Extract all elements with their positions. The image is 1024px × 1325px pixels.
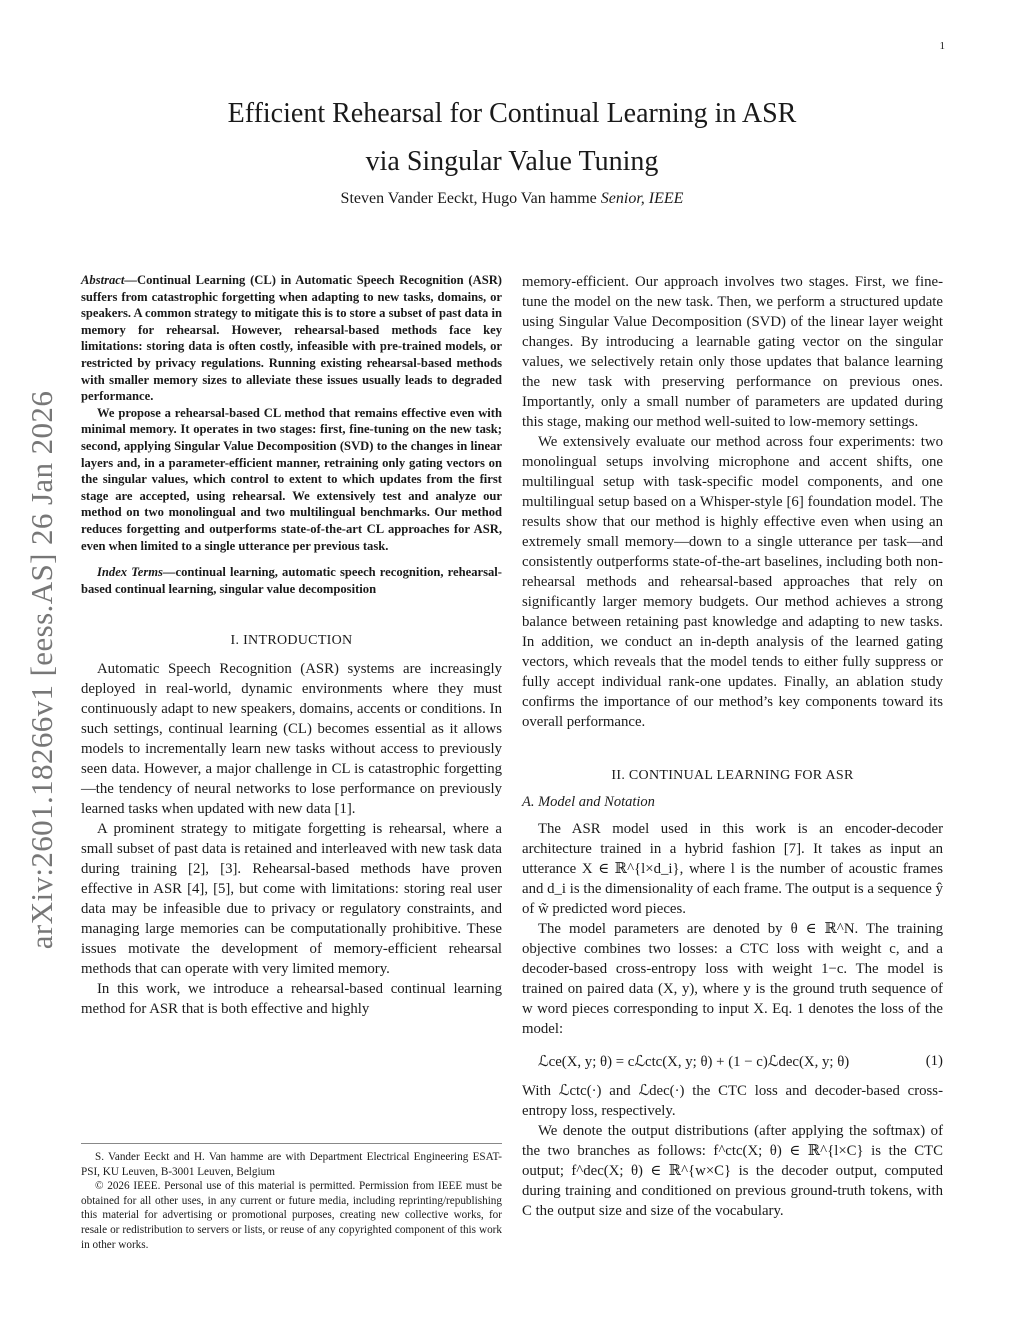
title-line-2: via Singular Value Tuning [365, 146, 659, 177]
intro-paragraph-2: A prominent strategy to mitigate forgetting is rehearsal, where a small subset of past data is retained and interleaved with new task data during training [2], [3]. Rehearsal-based methods have proven effective in ASR [4], [5], but come with limitations: storing real user data may be infeasible due to privacy or regulatory constraints, and managing large memories can be computationally prohibitive. These issues motivate the development of memory-efficient rehearsal methods that can operate with very limited memory. [81, 821, 502, 978]
equation-body: ℒce(X, y; θ) = cℒctc(X, y; θ) + (1 − c)ℒdec(X, y; θ) [538, 1054, 850, 1070]
page-number: 1 [939, 40, 945, 52]
intro-paragraph-3: In this work, we introduce a rehearsal-based continual learning method for ASR that is both effective and highly [81, 981, 502, 1018]
abstract-lead: Abstract— [81, 273, 137, 287]
index-terms-text: continual learning, automatic speech recognition, rehearsal-based continual learning, singular value decomposition [81, 565, 502, 596]
abstract-paragraph-2: We propose a rehearsal-based CL method that remains effective even with minimal memory. It operates in two stages: first, fine-tuning on the new task; second, applying Singular Value Decomposition (SVD) to the changes in linear layers and, in a parameter-efficient manner, retraining only gating vectors on the singular values, which control to extent to which updates from the first stage are accepted, using rehearsal. We extensively test and analyze our method on two monolingual and two multilingual benchmarks. Our method reduces forgetting and outperforms state-of-the-art CL approaches for ASR, even when limited to a single utterance per previous task. [81, 405, 502, 553]
arxiv-id: arXiv:2601.18266v1 [eess.AS] 26 Jan 2026 [24, 390, 59, 950]
equation-1 [538, 1053, 943, 1071]
subsection-heading-model: A. Model and Notation [522, 794, 655, 810]
author-names: Steven Vander Eeckt, Hugo Van hamme [340, 190, 597, 207]
abstract-paragraph-1: Continual Learning (CL) in Automatic Speech Recognition (ASR) suffers from catastrophic forgetting when adapting to new tasks, domains, or speakers. A common strategy to mitigate this is to store a subset of past data in memory for rehearsal. However, rehearsal-based methods face key limitations: storing data is often costly, infeasible with pre-trained models, or restricted by privacy regulations. Running existing rehearsal-based methods with smaller memory sizes to alleviate these issues usually leads to degraded performance. [81, 273, 502, 404]
footnote-copyright: © 2026 IEEE. Personal use of this material is permitted. Permission from IEEE must be obtained for all other uses, in any current or future media, including reprinting/republishing this material for advertising or promotional purposes, creating new collective works, for resale or redistribution to servers or lists, or reuse of any copyrighted component of this work in other works. [81, 1180, 502, 1251]
abstract [81, 272, 502, 554]
equation-number: (1) [925, 1053, 943, 1069]
model-paragraph-3: With ℒctc(·) and ℒdec(·) the CTC loss and decoder-based cross-entropy loss, respectively. [522, 1083, 943, 1119]
model-paragraph-4: We denote the output distributions (after applying the softmax) of the two branches as follows: f^ctc(X; θ) ∈ ℝ^{l×C} is the CTC output; f^dec(X; θ) ∈ ℝ^{w×C} is the decoder output, computed during training and conditioned on previous ground-truth tokens, with C the output size and size of the vocabulary. [522, 1123, 943, 1219]
author-affiliation: Senior, IEEE [600, 190, 684, 207]
footnote [81, 1143, 502, 1252]
model-paragraph-2: The model parameters are denoted by θ ∈ ℝ^N. The training objective combines two losses: a CTC loss with weight c, and a decoder-based cross-entropy loss with weight 1−c. The model is trained on paired data (X, y), where y is the ground truth sequence of w word pieces corresponding to input X. Eq. 1 denotes the loss of the model: [522, 921, 943, 1037]
right-column [522, 272, 943, 1221]
right-paragraph-1: memory-efficient. Our approach involves two stages. First, we fine-tune the model on the new task. Then, we perform a structured update using Singular Value Decomposition (SVD) of the linear layer weight changes. By introducing a learnable gating vector on the singular values, we selectively retain only those updates that balance learning the new task with preserving performance on previous ones. Importantly, only a small number of parameters are updated during this stage, making our method well-suited to low-memory settings. [522, 274, 943, 430]
author-line [0, 190, 1024, 208]
title-line-1: Efficient Rehearsal for Continual Learning in ASR [227, 98, 797, 129]
section-heading-continual-learning: II. CONTINUAL LEARNING FOR ASR [611, 768, 854, 783]
paper-title [0, 90, 1024, 186]
right-paragraph-2: We extensively evaluate our method across four experiments: two monolingual setups involving microphone and accent shifts, one multilingual setup with task-specific model components, and one multilingual setup based on a Whisper-style [6] foundation model. The results show that our method is highly effective even when using an extremely small memory—down to a single utterance per task—and consistently outperforms state-of-the-art baselines, including both non-rehearsal methods and rehearsal-based approaches that rely on significantly larger memory budgets. Our method achieves a strong balance between retaining past knowledge and adapting to new tasks. In addition, we conduct an in-depth analysis of the learned gating vectors, which reveals that the model tends to either fully suppress or fully accept individual rank-one updates. Finally, an ablation study confirms the importance of our method’s key components toward its overall performance. [522, 434, 943, 730]
model-paragraph-1: The ASR model used in this work is an encoder-decoder architecture trained in a hybrid fashion [7]. It takes as input an utterance X ∈ ℝ^{l×d_i}, where l is the number of acoustic frames and d_i is the dimensionality of each frame. The output is a sequence ŷ of w̃ predicted word pieces. [522, 821, 943, 917]
intro-paragraph-1: Automatic Speech Recognition (ASR) systems are increasingly deployed in real-world, dynamic environments where they must continuously adapt to new speakers, domains, accents or conditions. In such settings, continual learning (CL) becomes essential as it allows models to incrementally learn new tasks without access to previously seen data. However, a major challenge in CL is catastrophic forgetting—the tendency of neural networks to lose performance on previously learned tasks when updated with new data [1]. [81, 661, 502, 818]
introduction-body [81, 659, 502, 1019]
arxiv-watermark [10, 360, 74, 980]
index-terms [81, 564, 502, 597]
index-terms-lead: Index Terms— [97, 565, 176, 580]
footnote-affiliation: S. Vander Eeckt and H. Van hamme are with Department Electrical Engineering ESAT-PSI, KU Leuven, B-3001 Leuven, Belgium [81, 1151, 502, 1178]
left-column [81, 272, 502, 1019]
section-heading-introduction: I. INTRODUCTION [230, 633, 353, 649]
